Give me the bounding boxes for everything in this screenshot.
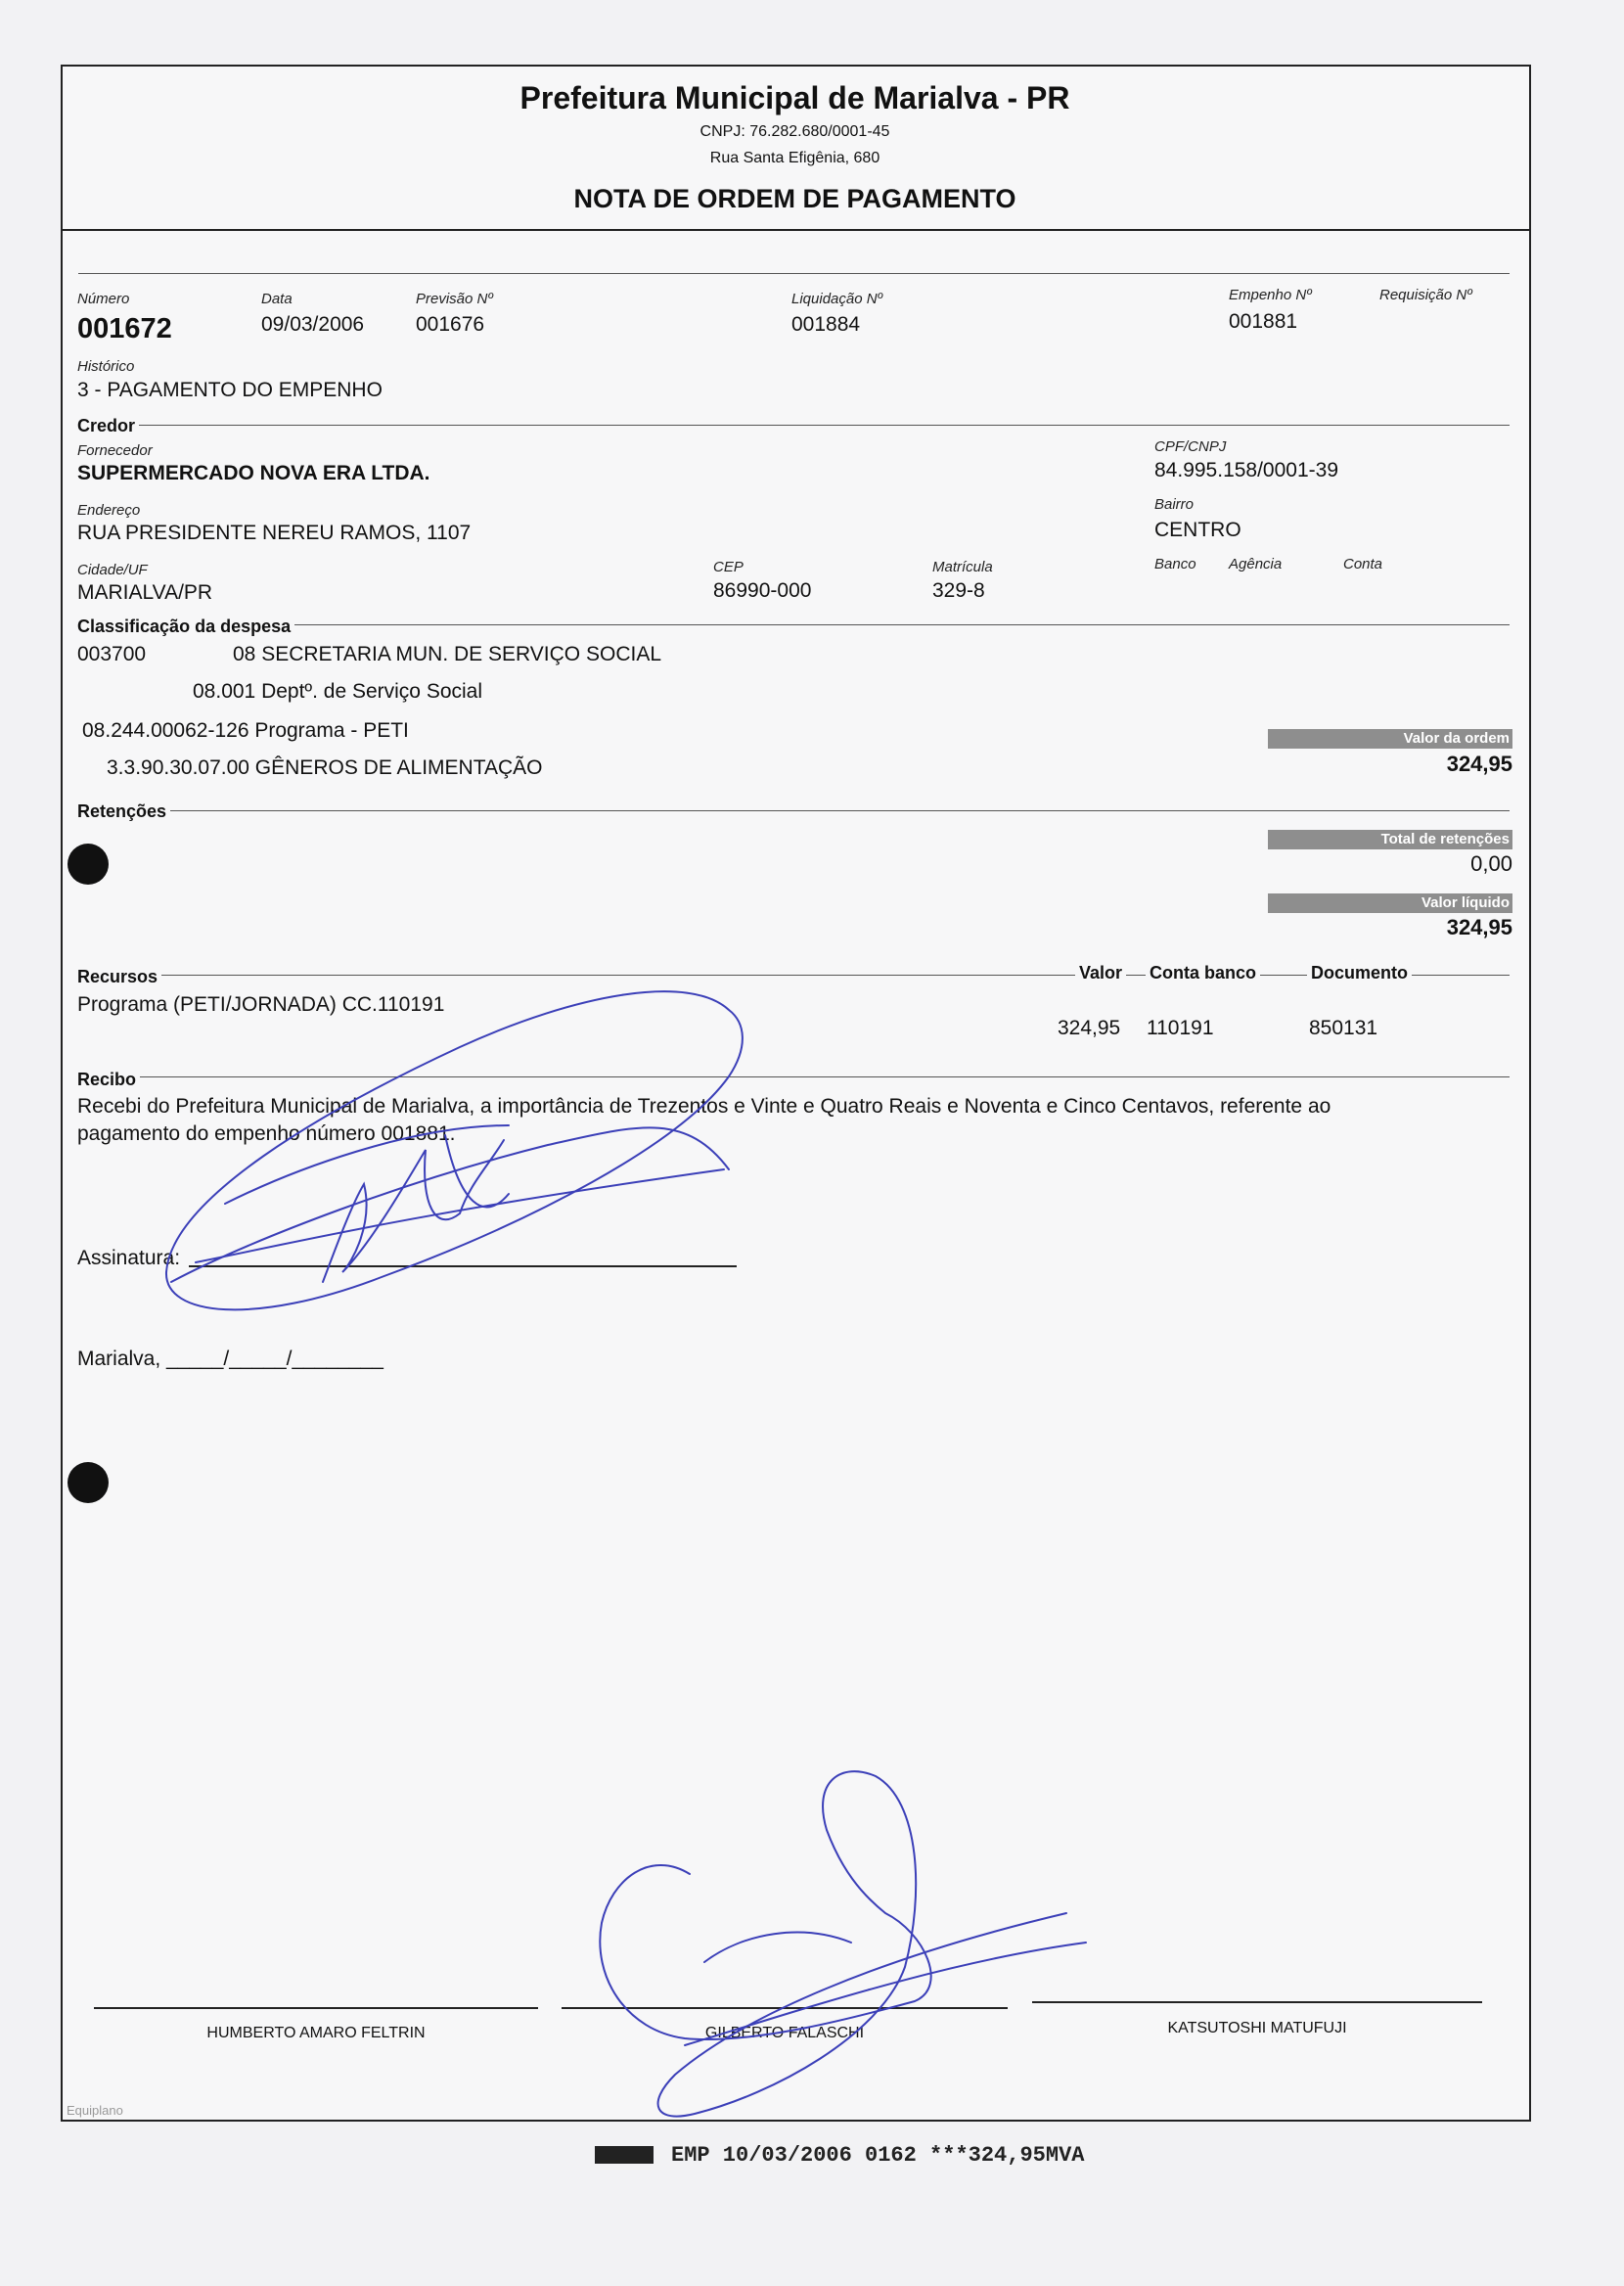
data-label: Data — [261, 291, 293, 307]
stamp-logo-icon — [595, 2146, 654, 2164]
classificacao-code: 003700 — [77, 643, 147, 665]
document-title: NOTA DE ORDEM DE PAGAMENTO — [573, 184, 1016, 213]
signatory-2: GILBERTO FALASCHI — [704, 2025, 865, 2041]
cpf-value: 84.995.158/0001-39 — [1154, 459, 1339, 481]
previsao-label: Previsão Nº — [416, 291, 493, 307]
total-retencoes-value: 0,00 — [1470, 851, 1512, 876]
recursos-section: Recursos — [77, 967, 161, 987]
matricula-label: Matrícula — [932, 559, 993, 575]
recursos-valor-header: Valor — [1075, 963, 1126, 983]
valor-liquido-value: 324,95 — [1446, 915, 1512, 939]
validation-stamp — [595, 2143, 1084, 2172]
signatory-1: HUMBERTO AMARO FELTRIN — [206, 2025, 426, 2041]
valor-ordem-label: Valor da ordem — [1268, 729, 1512, 749]
historico-value: 3 - PAGAMENTO DO EMPENHO — [77, 379, 383, 401]
valor-ordem-value: 324,95 — [1446, 752, 1512, 776]
fornecedor-label: Fornecedor — [77, 442, 153, 459]
conta-label: Conta — [1343, 556, 1383, 572]
classificacao-elemento: 3.3.90.30.07.00 GÊNEROS DE ALIMENTAÇÃO — [107, 756, 543, 779]
recursos-conta: 110191 — [1147, 1017, 1214, 1039]
retencoes-section: Retenções — [77, 801, 170, 822]
fornecedor-value: SUPERMERCADO NOVA ERA LTDA. — [77, 462, 430, 484]
requisicao-label: Requisição Nº — [1379, 287, 1472, 303]
recibo-text-line2: pagamento do empenho número 001881. — [77, 1122, 456, 1145]
recursos-conta-header: Conta banco — [1146, 963, 1260, 983]
total-retencoes-label: Total de retenções — [1268, 830, 1512, 849]
liquidacao-value: 001884 — [791, 313, 861, 336]
credor-section: Credor — [77, 416, 139, 436]
liquidacao-label: Liquidação Nº — [791, 291, 883, 307]
software-mark: Equiplano — [67, 2103, 123, 2118]
cidade-value: MARIALVA/PR — [77, 581, 213, 604]
recursos-documento-header: Documento — [1307, 963, 1412, 983]
bairro-label: Bairro — [1154, 496, 1195, 513]
recursos-programa: Programa (PETI/JORNADA) CC.110191 — [77, 993, 445, 1016]
historico-label: Histórico — [77, 358, 135, 375]
classificacao-section: Classificação da despesa — [77, 617, 294, 637]
stamp-text: EMP 10/03/2006 0162 ***324,95MVA — [671, 2143, 1085, 2168]
local-data: Marialva, _____/_____/________ — [77, 1348, 383, 1370]
matricula-value: 329-8 — [932, 579, 985, 602]
numero-label: Número — [77, 291, 130, 307]
data-value: 09/03/2006 — [261, 313, 365, 336]
cidade-label: Cidade/UF — [77, 562, 148, 578]
endereco-value: RUA PRESIDENTE NEREU RAMOS, 1107 — [77, 522, 472, 544]
cep-label: CEP — [713, 559, 744, 575]
empenho-label: Empenho Nº — [1229, 287, 1312, 303]
numero-value: 001672 — [77, 313, 172, 344]
previsao-value: 001676 — [416, 313, 485, 336]
cnpj-line: CNPJ: 76.282.680/0001-45 — [699, 123, 890, 140]
classificacao-programa: 08.244.00062-126 Programa - PETI — [82, 719, 409, 742]
agencia-label: Agência — [1229, 556, 1283, 572]
valor-liquido-label: Valor líquido — [1268, 893, 1512, 913]
cpf-label: CPF/CNPJ — [1154, 438, 1227, 455]
endereco-label: Endereço — [77, 502, 141, 519]
municipality-title: Prefeitura Municipal de Marialva - PR — [519, 80, 1070, 115]
bairro-value: CENTRO — [1154, 519, 1241, 541]
cep-value: 86990-000 — [713, 579, 812, 602]
recibo-section: Recibo — [77, 1070, 140, 1090]
recibo-text-line1: Recebi do Prefeitura Municipal de Marialva, a importância de Trezentos e Vinte e Quatro Reais e Noventa e Cinco Centavos, referente ao — [77, 1095, 1331, 1118]
classificacao-departamento: 08.001 Deptº. de Serviço Social — [193, 680, 483, 703]
recursos-documento: 850131 — [1309, 1017, 1378, 1039]
empenho-value: 001881 — [1229, 310, 1298, 333]
recursos-valor: 324,95 — [1058, 1017, 1121, 1039]
assinatura-label: Assinatura: — [77, 1247, 181, 1269]
address-line: Rua Santa Efigênia, 680 — [709, 150, 880, 166]
classificacao-secretaria: 08 SECRETARIA MUN. DE SERVIÇO SOCIAL — [233, 643, 662, 665]
signatory-3: KATSUTOSHI MATUFUJI — [1167, 2020, 1347, 2036]
banco-label: Banco — [1154, 556, 1196, 572]
